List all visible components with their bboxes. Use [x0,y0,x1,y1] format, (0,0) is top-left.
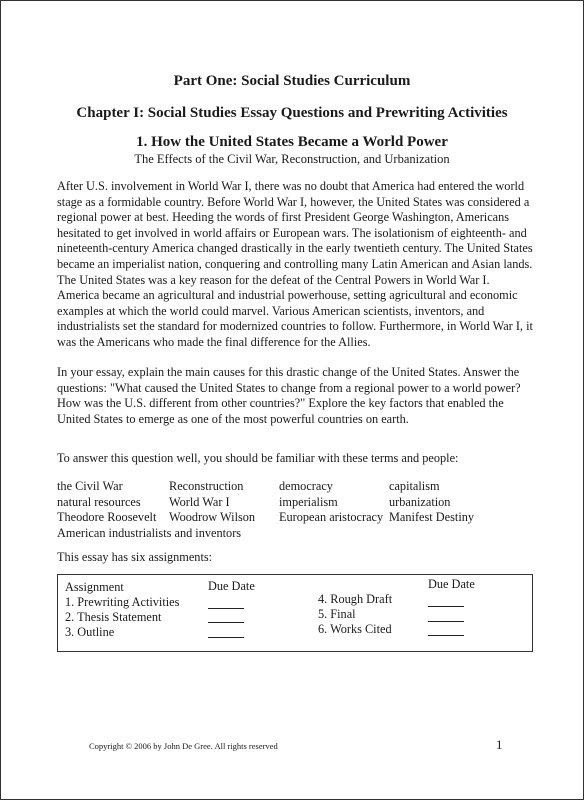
term: Manifest Destiny [389,510,475,525]
copyright-notice: Copyright © 2006 by John De Gree. All rights reserved [89,741,278,751]
term: the Civil War [57,479,123,493]
due-date-header: Due Date [428,577,475,591]
term: imperialism [279,494,338,509]
assignment-item: 2. Thesis Statement [65,610,162,624]
term: urbanization [389,494,451,509]
term: European aristocracy [279,510,384,525]
terms-row [57,479,537,495]
due-date-blank [208,608,244,609]
due-date-blank [208,637,244,638]
term: democracy [279,479,333,493]
term: natural resources [57,494,141,509]
term: American industrialists and inventors [57,525,242,540]
assignments-table [57,574,533,652]
part-title: Part One: Social Studies Curriculum [173,73,411,89]
due-date-blank [428,621,464,622]
due-date-header: Due Date [208,579,255,593]
terms-list [57,479,537,541]
terms-row [57,495,537,511]
term: World War I [169,494,230,509]
page-number: 1 [496,737,503,752]
terms-row [57,510,537,526]
due-date-blank [428,606,464,607]
chapter-title: Chapter I: Social Studies Essay Questions and Prewriting Activities [76,105,508,121]
assignment-item: 6. Works Cited [318,622,392,636]
section-title: 1. How the United States Became a World Power [136,134,448,150]
assignment-header: Assignment [65,580,124,594]
assignment-item: 3. Outline [65,625,115,639]
due-date-blank [428,635,464,636]
assignment-item: 4. Rough Draft [318,592,393,606]
section-subtitle: The Effects of the Civil War, Reconstruction, and Urbanization [134,152,450,166]
essay-prompt-paragraph: In your essay, explain the main causes for this drastic change of the United States. Answer the questions: "What caused the United States to change from a regional power to a world power? How was the U.S. different from other countries?" Explore the key factors that enabled the United States to emerge as one of the most powerful countries on earth. [57,365,521,426]
term: Theodore Roosevelt [57,510,157,525]
assignment-item: 1. Prewriting Activities [65,595,180,609]
assignments-intro: This essay has six assignments: [57,550,213,564]
term: Reconstruction [169,479,244,493]
assignment-item: 5. Final [318,607,356,621]
term: Woodrow Wilson [169,510,256,525]
intro-paragraph: After U.S. involvement in World War I, there was no doubt that America had entered the world stage as a formidable country. Before World War I, however, the United States was considered a regional power at best. Heeding the words of first President George Washington, Americans hesitated to get involved in world affairs or European wars. The isolationism of eighteenth- and nineteenth-century America changed drastically in the early twentieth century. The United States became an imperialist nation, conquering and controlling many Latin American and Asian lands. The United States was a key reason for the defeat of the Central Powers in World War I. America became an agricultural and industrial powerhouse, setting agricultural and economic examples at which the world could marvel. Various American scientists, inventors, and industrialists set the standard for modernized countries to follow. Furthermore, in World War I, it was the Americans who made the final difference for the Allies. [57,179,533,349]
terms-row [57,526,537,542]
terms-intro-paragraph: To answer this question well, you should be familiar with these terms and people: [57,451,459,465]
due-date-blank [208,622,244,623]
term: capitalism [389,479,440,493]
